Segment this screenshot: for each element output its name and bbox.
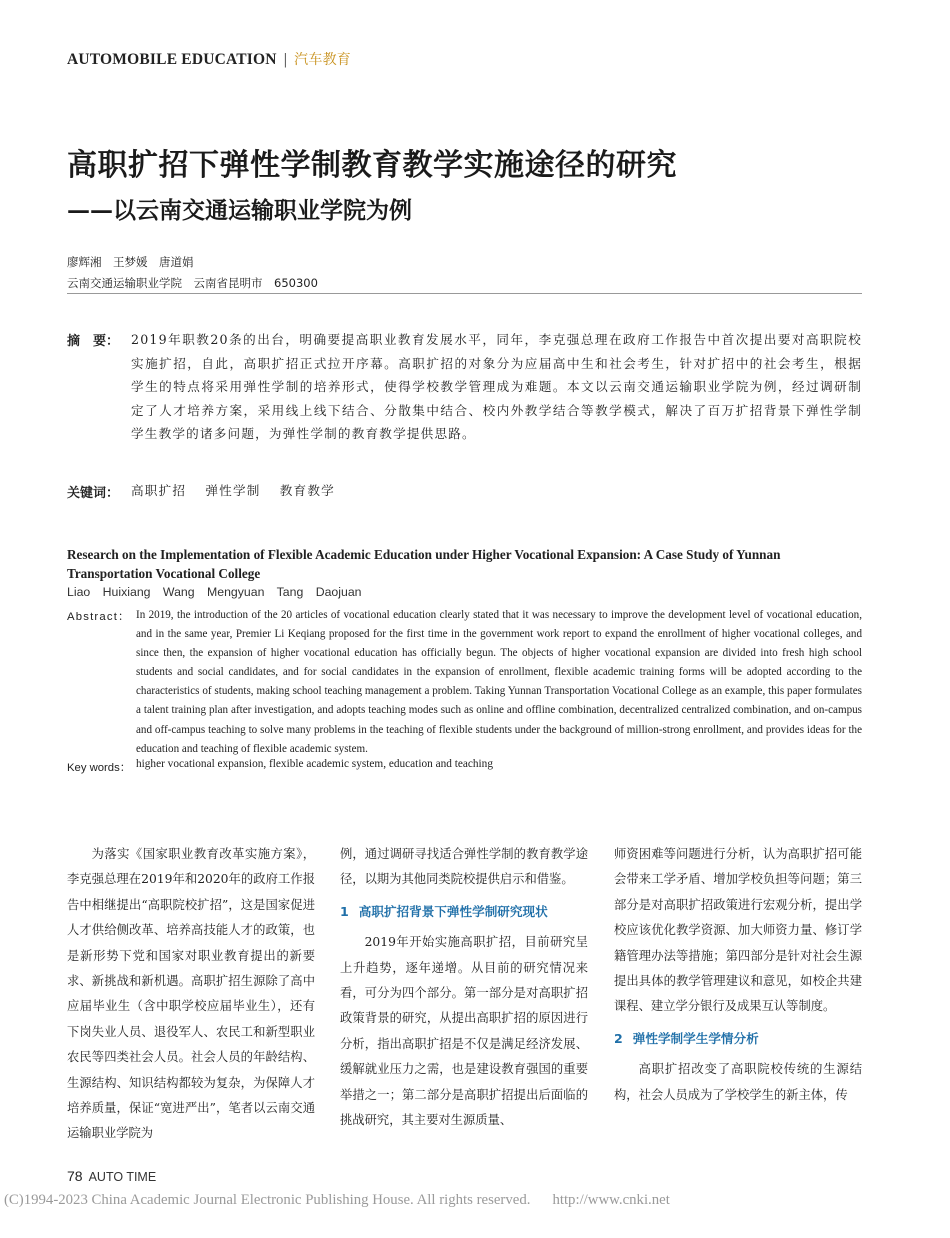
page-footer — [67, 1168, 156, 1184]
abstract-cn-label: 摘 要： — [67, 334, 120, 349]
copyright-text: (C)1994-2023 China Academic Journal Electronic Publishing House. All rights reserved. — [4, 1192, 531, 1208]
magazine-name: AUTO TIME — [88, 1170, 157, 1184]
section-name-en: AUTOMOBILE EDUCATION — [67, 51, 277, 68]
keywords-cn-text: 高职扩招 弹性学制 教育教学 — [131, 483, 335, 498]
paper-subtitle: ——以云南交通运输职业学院为例 — [67, 197, 412, 224]
section-heading-1 — [340, 899, 588, 924]
section-number: 1 — [340, 903, 349, 919]
english-authors: Liao Huixiang Wang Mengyuan Tang Daojuan — [67, 585, 362, 599]
section-title: 弹性学制学生学情分析 — [632, 1030, 759, 1046]
cnki-url: http://www.cnki.net — [552, 1192, 670, 1208]
section-number: 2 — [614, 1030, 623, 1046]
body-column-1 — [67, 842, 315, 1147]
header-separator: | — [283, 51, 288, 68]
body-column-2 — [340, 842, 588, 1133]
copyright-line — [4, 1192, 670, 1209]
header-divider — [67, 293, 862, 294]
body-paragraph: 为落实《国家职业教育改革实施方案》，李克强总理在2019年和2020年的政府工作报告中相继提出“高职院校扩招”，这是国家促进人才供给侧改革、培养高技能人才的政策，也是新形势下党和国家对职业教育提出的新要求、新挑战和新机遇。高职扩招生源除了高中应届毕业生（含中职学校应届毕业生），还有下岗失业人员、退役军人、农民工和新型职业农民等四类社会人员。社会人员的年龄结构、生源结构、知识结构都较为复杂，为保障人才培养质量，保证“宽进严出”，笔者以云南交通运输职业学院为 — [67, 847, 315, 1141]
abstract-en-label: Abstract： — [67, 611, 131, 623]
english-title: Research on the Implementation of Flexible Academic Education under Higher Vocational Expansion: A Case Study of Yunnan Transportation Vocational College — [67, 547, 781, 581]
section-heading-2 — [614, 1026, 862, 1051]
author-affiliation: 云南交通运输职业学院 云南省昆明市 650300 — [67, 276, 318, 290]
page-number: 78 — [67, 1168, 83, 1184]
body-paragraph: 2019年开始实施高职扩招，目前研究呈上升趋势，逐年递增。从目前的研究情况来看，可分为四个部分。第一部分是对高职扩招政策背景的研究，从提出高职扩招的原因进行分析，指出高职扩招是不仅是满足经济发展、缓解就业压力之需，也是建设教育强国的重要举措之一；第二部分是高职扩招提出后面临的挑战研究，其主要对生源质量、 — [340, 935, 588, 1128]
body-paragraph: 例，通过调研寻找适合弹性学制的教育教学途径，以期为其他同类院校提供启示和借鉴。 — [340, 847, 588, 887]
body-paragraph: 师资困难等问题进行分析，认为高职扩招可能会带来工学矛盾、增加学校负担等问题；第三部分是对高职扩招政策进行宏观分析，提出学校应该优化教学资源、加大师资力量、修订学籍管理办法等措施；第四部分是针对社会生源提出具体的教学管理建议和意见，如校企共建课程、建立学分银行及成果互认等制度。 — [614, 847, 862, 1014]
author-list: 廖辉湘 王梦媛 唐道娟 — [67, 255, 194, 269]
keywords-en-text: higher vocational expansion, flexible academic system, education and teaching — [136, 758, 493, 770]
body-column-3 — [614, 842, 862, 1108]
keywords-en-label: Key words： — [67, 762, 132, 774]
body-paragraph: 高职扩招改变了高职院校传统的生源结构，社会人员成为了学校学生的新主体，传 — [614, 1062, 862, 1102]
abstract-en-text: In 2019, the introduction of the 20 articles of vocational education clearly stated that it was necessary to improve the development level of vocational education, and in the same year, Premier Li Keqiang proposed for the first time in the government work report to expand the enrollment of higher vocational colleges, and since then, the expansion of higher vocational education has officially begun. The objects of higher vocational expansion are divided into fresh high school students and social candidates, and for social candidates in the expansion of enrollment, flexible academic training forms will be adopted according to the characteristics of students, making school teaching management a problem. Taking Yunnan Transportation Vocational College as an example, this paper formulates a talent training plan after investigation, and adopts teaching modes such as online and offline combination, decentralized centralized combination, and on-campus and off-campus teaching to solve many problems in the teaching of flexible students under the background of million-strong enrollment, and provides ideas for the education and teaching of flexible academic system. — [136, 609, 862, 755]
paper-title: 高职扩招下弹性学制教育教学实施途径的研究 — [67, 148, 677, 183]
section-name-cn: 汽车教育 — [294, 52, 351, 68]
section-title: 高职扩招背景下弹性学制研究现状 — [358, 903, 548, 919]
abstract-cn-text: 2019年职教20条的出台，明确要提高职业教育发展水平，同年，李克强总理在政府工作报告中首次提出要对高职院校实施扩招，自此，高职扩招正式拉开序幕。高职扩招的对象分为应届高中生和社会考生，针对扩招中的社会考生，根据学生的特点将采用弹性学制的培养形式，使得学校教学管理成为难题。本文以云南交通运输职业学院为例，经过调研制定了人才培养方案，采用线上线下结合、分散集中结合、校内外教学结合等教学模式，解决了百万扩招背景下弹性学制学生教学的诸多问题，为弹性学制的教育教学提供思路。 — [131, 332, 862, 442]
journal-section-header — [67, 49, 351, 69]
keywords-cn-label: 关键词： — [67, 486, 120, 501]
